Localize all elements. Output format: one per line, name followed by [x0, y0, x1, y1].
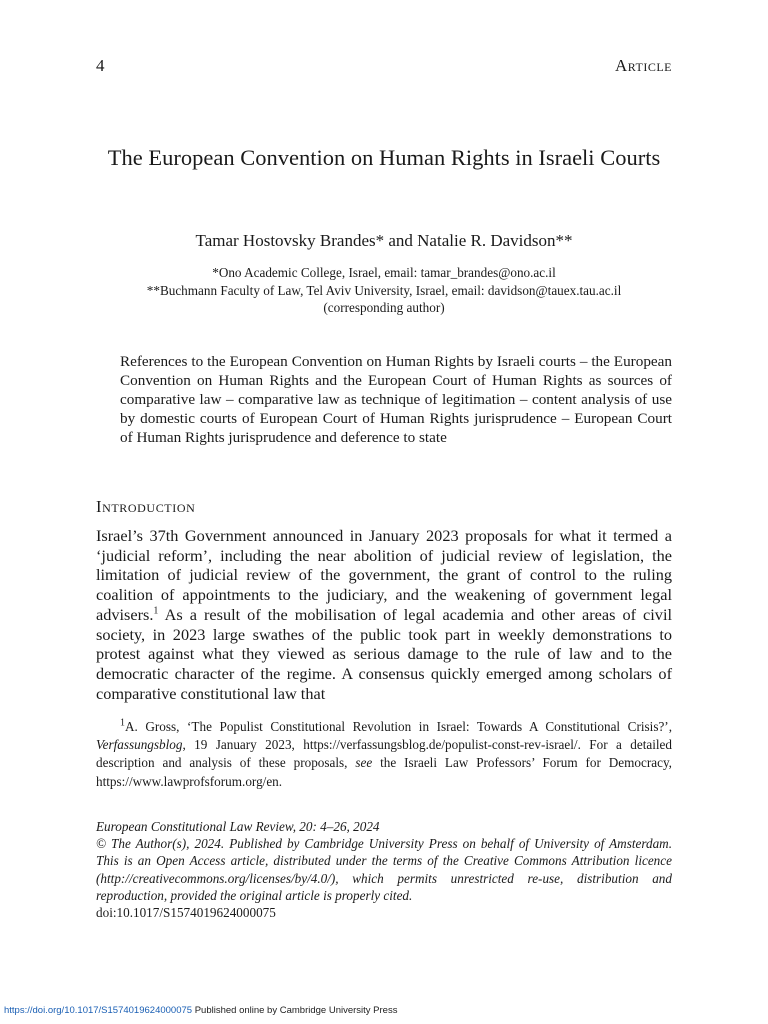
- copyright-notice: © The Author(s), 2024. Published by Cambridge University Press on behalf of University of Amsterdam. This is an Open Access article, distributed under the terms of the Creative Commons Attribution licence (http://creativecommons.org/licenses/by/4.0/), which permits unrestricted re-use, distribution and reproduction, provided the original article is properly cited.: [96, 836, 672, 903]
- publication-info: [96, 818, 672, 921]
- footer-bar: [4, 1005, 397, 1016]
- article-doi: doi:10.1017/S1574019624000075: [96, 905, 276, 921]
- published-online-text: Published online by Cambridge University Press: [192, 1005, 398, 1016]
- footnote-reference[interactable]: 1: [153, 605, 159, 617]
- footnote-text-b: , 19 January 2023, https://verfassungsblog.de/populist-const-rev-israel/. For a detailed description and analysis of these proposals,: [96, 737, 672, 771]
- section-heading-introduction: Introduction: [96, 497, 196, 516]
- body-text-part-2: As a result of the mobilisation of legal academia and other areas of civil society, in 2023 large swathes of the public took part in weekly demonstrations to protest against what they viewed as serious damage to the rule of law and to the democratic character of the regime. A consensus quickly emerged among scholars of comparative constitutional law that: [96, 604, 672, 703]
- article-title: The European Convention on Human Rights in Israeli Courts: [107, 145, 661, 170]
- footnote-text-a: A. Gross, ‘The Populist Constitutional Revolution in Israel: Towards A Constitutional Crisis?’,: [125, 719, 672, 734]
- keywords-abstract: References to the European Convention on Human Rights by Israeli courts – the European Convention on Human Rights and the European Court of Human Rights as sources of comparative law – comparative law as technique of legitimation – content analysis of use by domestic courts of European Court of Human Rights jurisprudence – European Court of Human Rights jurisprudence and deference to state: [120, 353, 672, 446]
- section-label: Article: [614, 56, 672, 75]
- author-list: Tamar Hostovsky Brandes* and Natalie R. Davidson**: [195, 231, 573, 250]
- body-text-part-1: Israel’s 37th Government announced in January 2023 proposals for what it termed a ‘judicial reform’, including the near abolition of judicial review of legislation, the limitation of judicial review of the government, the grant of control to the ruling coalition of appointments to the judiciary, and the weakening of government legal advisers.: [96, 526, 672, 624]
- running-header: [96, 56, 672, 76]
- page-number: 4: [96, 56, 105, 75]
- footnote-1: [96, 718, 672, 791]
- journal-citation: European Constitutional Law Review, 20: 4–26, 2024: [96, 819, 380, 834]
- footnote-see: see: [355, 755, 373, 771]
- affiliation-note: (corresponding author): [323, 300, 445, 315]
- affiliation-2: **Buchmann Faculty of Law, Tel Aviv University, Israel, email: davidson@tauex.tau.ac.il: [146, 282, 622, 298]
- body-paragraph: [96, 526, 672, 703]
- doi-link[interactable]: https://doi.org/10.1017/S1574019624000075: [4, 1005, 193, 1016]
- affiliation-1: *Ono Academic College, Israel, email: tamar_brandes@ono.ac.il: [212, 265, 556, 280]
- footnote-text-c: the Israeli Law Professors’ Forum for Democracy, https://www.lawprofsforum.org/en.: [96, 755, 672, 789]
- footnote-italic-source: Verfassungsblog: [96, 737, 183, 753]
- footnote-number: 1: [120, 717, 125, 729]
- affiliations: [96, 264, 672, 317]
